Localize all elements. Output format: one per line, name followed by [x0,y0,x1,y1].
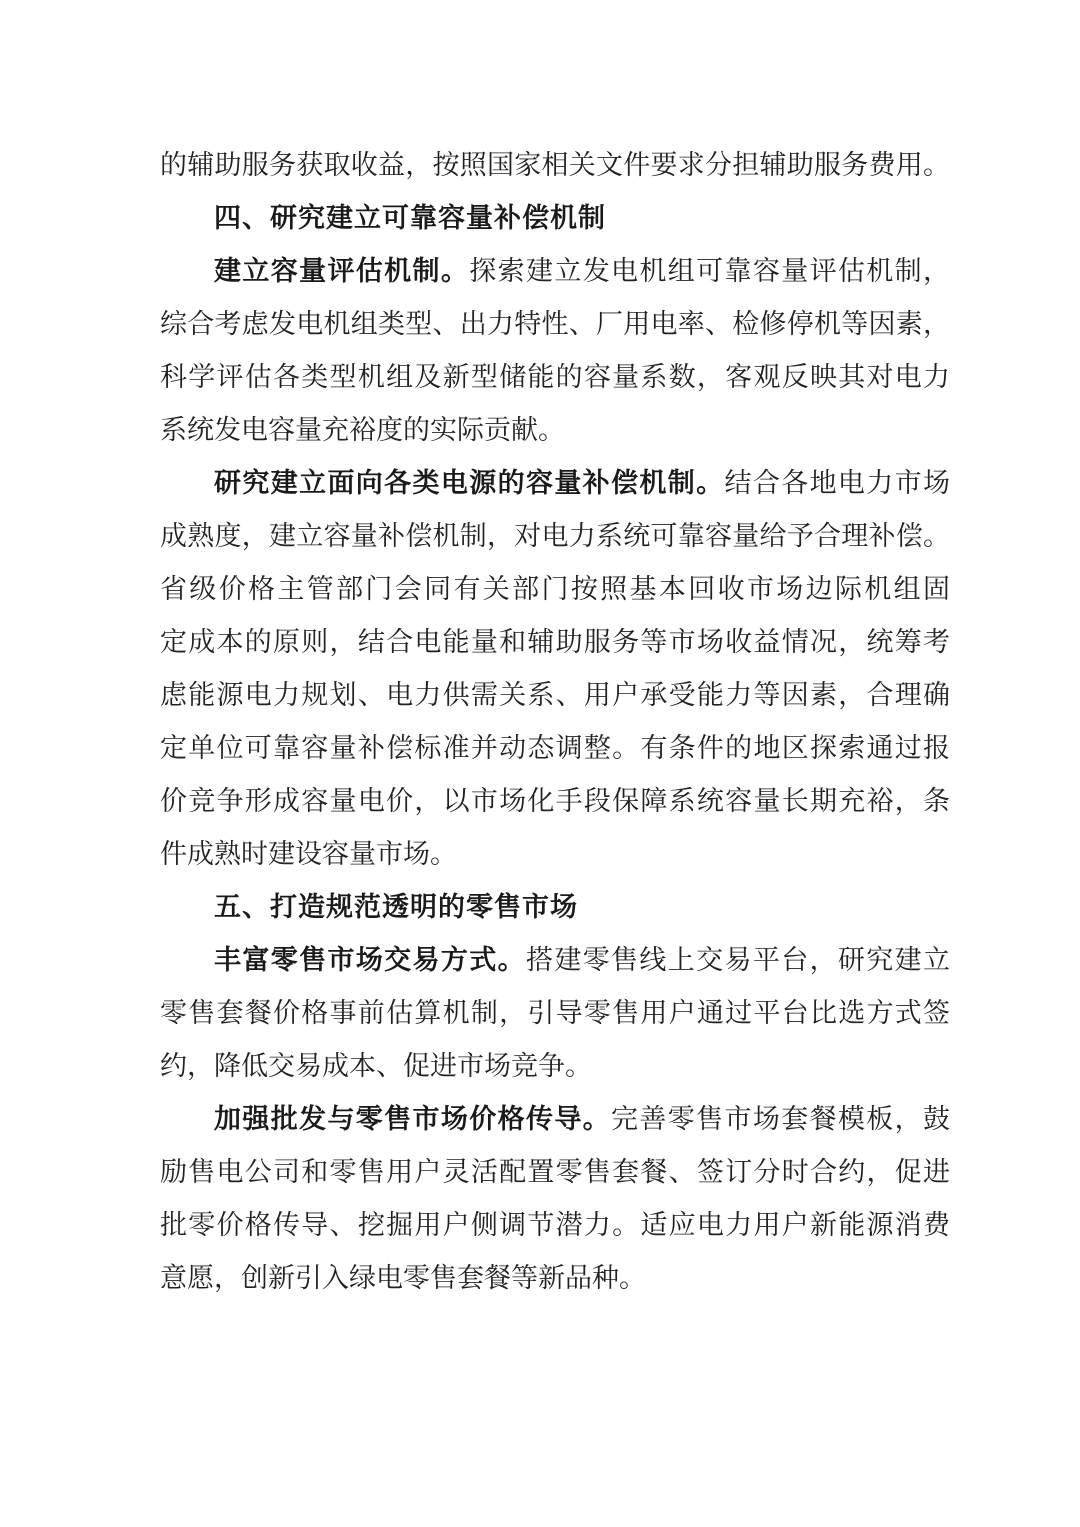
body-line [160,1093,950,1146]
body-text: 虑能源电力规划、电力供需关系、用户承受能力等因素，合理确 [160,680,950,710]
body-text: 系统发电容量充裕度的实际贡献。 [160,415,565,445]
body-text: 省级价格主管部门会同有关部门按照基本回收市场边际机组固 [160,574,950,604]
body-text: 结合各地电力市场 [724,468,950,498]
body-line [160,563,950,616]
body-text: 零售套餐价格事前估算机制，引导零售用户通过平台比选方式签 [160,998,950,1028]
body-text: 定单位可靠容量补偿标准并动态调整。有条件的地区探索通过报 [160,733,950,763]
body-line [160,934,950,987]
body-text: 批零价格传导、挖掘用户侧调节潜力。适应电力用户新能源消费 [160,1210,950,1240]
heading-line [160,192,950,245]
heading-text: 四、研究建立可靠容量补偿机制 [214,203,606,233]
body-line [160,669,950,722]
body-text: 完善零售市场套餐模板，鼓 [611,1104,950,1134]
body-line [160,1252,950,1305]
body-line [160,722,950,775]
body-line [160,1199,950,1252]
body-line [160,1146,950,1199]
body-line [160,404,950,457]
body-line [160,510,950,563]
body-text: 综合考虑发电机组类型、出力特性、厂用电率、检修停机等因素， [160,309,950,339]
body-text: 励售电公司和零售用户灵活配置零售套餐、签订分时合约，促进 [160,1157,950,1187]
body-line [160,775,950,828]
body-line [160,457,950,510]
body-line [160,351,950,404]
body-text: 成熟度，建立容量补偿机制，对电力系统可靠容量给予合理补偿。 [160,521,950,551]
body-line [160,139,950,192]
body-text: 件成熟时建设容量市场。 [160,839,457,869]
lead-bold-text: 丰富零售市场交易方式。 [214,945,526,975]
body-text: 定成本的原则，结合电能量和辅助服务等市场收益情况，统筹考 [160,627,950,657]
body-line [160,616,950,669]
body-text: 约，降低交易成本、促进市场竞争。 [160,1051,592,1081]
body-text: 价竞争形成容量电价，以市场化手段保障系统容量长期充裕，条 [160,786,950,816]
heading-text: 五、打造规范透明的零售市场 [214,892,578,922]
body-text: 探索建立发电机组可靠容量评估机制， [469,256,950,286]
lead-bold-text: 研究建立面向各类电源的容量补偿机制。 [214,468,725,498]
lead-bold-text: 加强批发与零售市场价格传导。 [214,1104,612,1134]
body-line [160,1040,950,1093]
body-text: 搭建零售线上交易平台，研究建立 [525,945,950,975]
body-text: 意愿，创新引入绿电零售套餐等新品种。 [160,1263,646,1293]
body-line [160,987,950,1040]
heading-line [160,881,950,934]
body-line [160,245,950,298]
document-body [160,139,950,1305]
body-line [160,828,950,881]
lead-bold-text: 建立容量评估机制。 [214,256,470,286]
body-line [160,298,950,351]
body-text: 的辅助服务获取收益，按照国家相关文件要求分担辅助服务费用。 [160,150,950,180]
body-text: 科学评估各类型机组及新型储能的容量系数，客观反映其对电力 [160,362,950,392]
